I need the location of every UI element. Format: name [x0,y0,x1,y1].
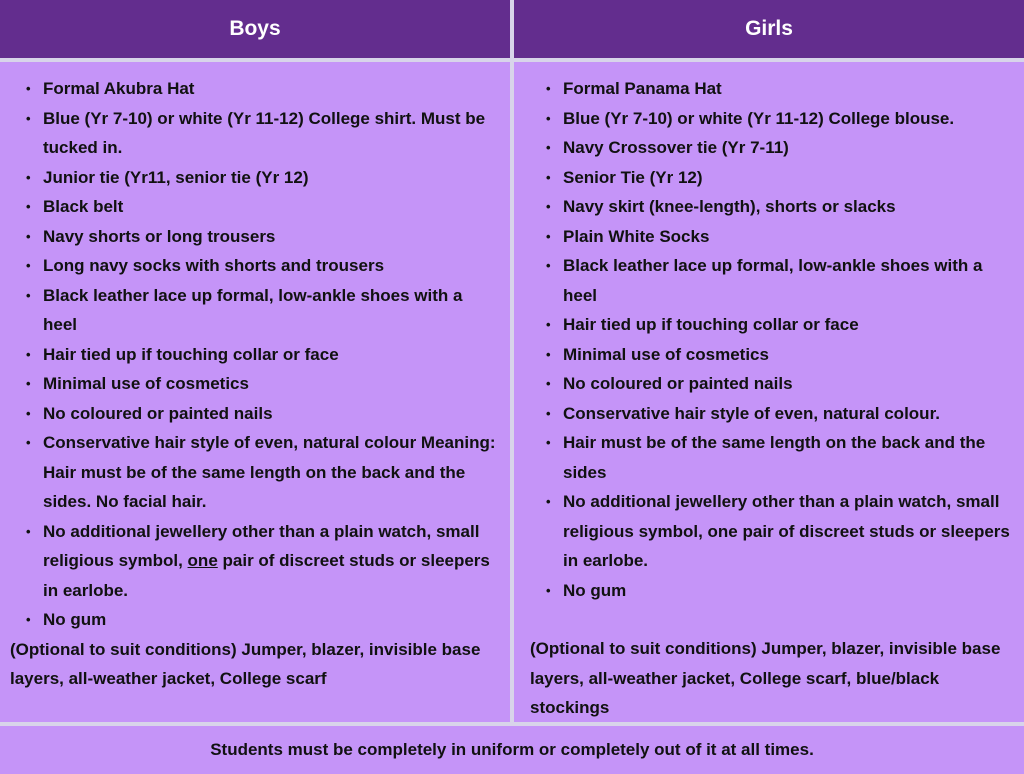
list-item: • Navy skirt (knee-length), shorts or slacks [563,192,1014,222]
boys-heading: Boys [229,17,281,40]
list-item: • No additional jewellery other than a plain watch, small religious symbol, one pair of discreet studs or sleepers in earlobe. [563,487,1014,576]
list-item: • Senior Tie (Yr 12) [563,163,1014,193]
list-item: • No coloured or painted nails [43,399,500,429]
girls-optional-note: (Optional to suit conditions) Jumper, blazer, invisible base layers, all-weather jacket, College scarf, blue/black stockings [530,639,1001,717]
list-item: • Navy Crossover tie (Yr 7-11) [563,133,1014,163]
list-item: • No gum [563,576,1014,606]
list-item: • Hair tied up if touching collar or face [43,340,500,370]
boys-header [0,0,510,58]
girls-column [514,62,1024,722]
list-item: • Minimal use of cosmetics [563,340,1014,370]
footer-text: Students must be completely in uniform or completely out of it at all times. [210,740,814,759]
boys-list [10,74,500,635]
boys-optional-note: (Optional to suit conditions) Jumper, blazer, invisible base layers, all-weather jacket, College scarf [10,639,481,688]
list-item: • Black belt [43,192,500,222]
list-item: • Navy shorts or long trousers [43,222,500,252]
list-item: • Formal Akubra Hat [43,74,500,104]
list-item: • No gum [43,605,500,635]
list-item: • Junior tie (Yr11, senior tie (Yr 12) [43,163,500,193]
jewellery-text-end: pair of discreet studs or sleepers in earlobe. [43,551,490,600]
list-item: • Black leather lace up formal, low-ankle shoes with a heel [563,251,1014,310]
girls-heading: Girls [745,17,793,40]
list-item: • No coloured or painted nails [563,369,1014,399]
list-item: • Minimal use of cosmetics [43,369,500,399]
girls-list [530,74,1014,605]
list-item: • Conservative hair style of even, natural colour Meaning: Hair must be of the same length on the back and the sides. No facial hair. [43,428,500,517]
list-item: • Blue (Yr 7-10) or white (Yr 11-12) College shirt. Must be tucked in. [43,104,500,163]
list-item: • Hair must be of the same length on the back and the sides [563,428,1014,487]
girls-header [514,0,1024,58]
list-item: • Blue (Yr 7-10) or white (Yr 11-12) College blouse. [563,104,1014,134]
list-item: • Conservative hair style of even, natural colour. [563,399,1014,429]
list-item: • Formal Panama Hat [563,74,1014,104]
jewellery-text-start: No additional jewellery other than a plain watch, small religious symbol, [43,521,480,570]
list-item-jewellery [43,517,500,606]
jewellery-emphasis: one [187,551,218,570]
list-item: • Long navy socks with shorts and trousers [43,251,500,281]
footer-note [0,726,1024,774]
list-item: • Hair tied up if touching collar or face [563,310,1014,340]
list-item: • Plain White Socks [563,222,1014,252]
boys-column [0,62,510,722]
list-item: • Black leather lace up formal, low-ankle shoes with a heel [43,281,500,340]
